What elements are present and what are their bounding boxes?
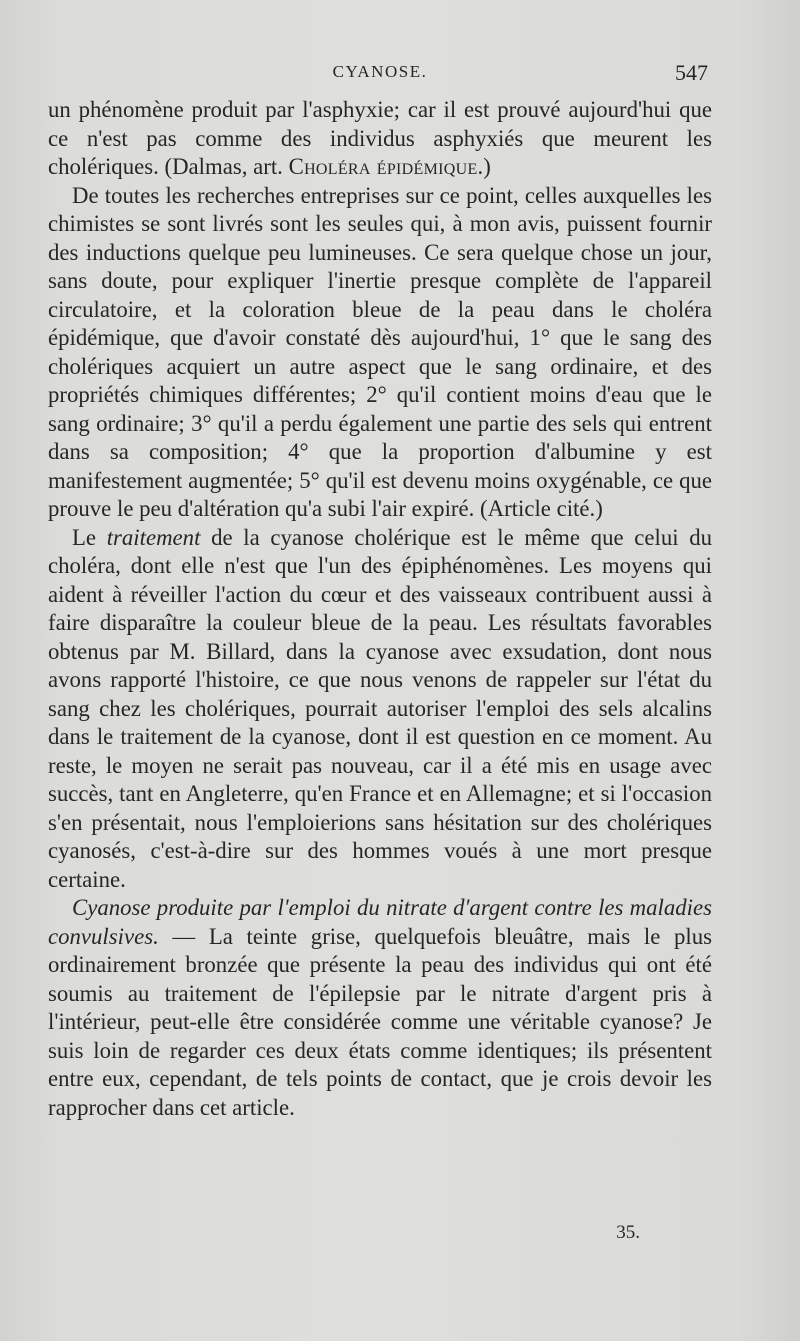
paragraph-4-text: — La teinte grise, quelquefois bleuâtre, mais le plus ordinairement bronzée que présente la peau des individus qui ont été soumis au traitement de l'épilepsie par le nitrate d'argent pris à l'intérieur, peut-elle être considérée comme une véritable cyanose? Je suis loin de regarder ces deux états comme identiques; ils présentent entre eux, cependant, de tels points de contact, que je crois devoir les rapprocher dans cet article.: [48, 923, 712, 1120]
paragraph-4: [48, 894, 712, 1122]
signature-mark: 35.: [616, 1222, 640, 1243]
paragraph-1-tail: .): [477, 154, 491, 179]
paragraph-3: [48, 524, 712, 895]
paragraph-4-italic: Cyanose produite par l'emploi du nitrate d'argent contre les maladies convulsives.: [48, 895, 712, 949]
paragraph-2: De toutes les recherches entreprises sur ce point, celles auxquelles les chimistes se sont livrés sont les seules qui, à mon avis, puissent fournir des inductions quelque peu lumineuses. Ce sera quelque chose un jour, sans doute, pour expliquer l'inertie presque complète de l'appareil circulatoire, et la coloration bleue de la peau dans le choléra épidémique, que d'avoir constaté dès aujourd'hui, 1° que le sang des cholériques acquiert un autre aspect que le sang ordinaire, et des propriétés chimiques différentes; 2° qu'il contient moins d'eau que le sang ordinaire; 3° qu'il a perdu également une partie des sels qui entrent dans sa composition; 4° que la proportion d'albumine y est manifestement augmentée; 5° qu'il est devenu moins oxygénable, ce que prouve le peu d'altération qu'a subi l'air expiré. (Article cité.): [48, 182, 712, 521]
running-head: [0, 60, 800, 90]
paragraph-3-text: de la cyanose cholérique est le même que celui du choléra, dont elle n'est que l'un des épiphénomènes. Les moyens qui aident à réveiller l'action du cœur et des vaisseaux contribuent aussi à faire disparaître la couleur bleue de la peau. Les résultats favorables obtenus par M. Billard, dans la cyanose avec exsudation, dont nous avons rapporté l'histoire, ce que nous venons de rappeler sur l'état du sang chez les cholériques, pourrait autoriser l'emploi des sels alcalins dans le traitement de la cyanose, dont il est question en ce moment. Au reste, le moyen ne serait pas nouveau, car il a été mis en usage avec succès, tant en Angleterre, qu'en France et en Allemagne; et si l'occasion s'en présentait, nous l'emploierions sans hésitation sur des cholériques cyanosés, c'est-à-dire sur des hommes voués à une mort presque certaine.: [48, 524, 712, 892]
page-number: 547: [675, 60, 708, 85]
running-title: CYANOSE.: [332, 62, 428, 81]
body-text: [48, 96, 712, 1122]
paragraph-3-italic: traitement: [106, 524, 201, 550]
paragraph-1: [48, 96, 712, 182]
paragraph-1-text: un phénomène produit par l'asphyxie; car il est prouvé aujourd'hui que ce n'est pas comme des individus asphyxiés que meurent les cholériques. (Dalmas, art.: [48, 97, 712, 179]
paragraph-1-smallcaps: Choléra épidémique: [288, 154, 478, 179]
paragraph-3-lead: Le: [72, 524, 107, 550]
